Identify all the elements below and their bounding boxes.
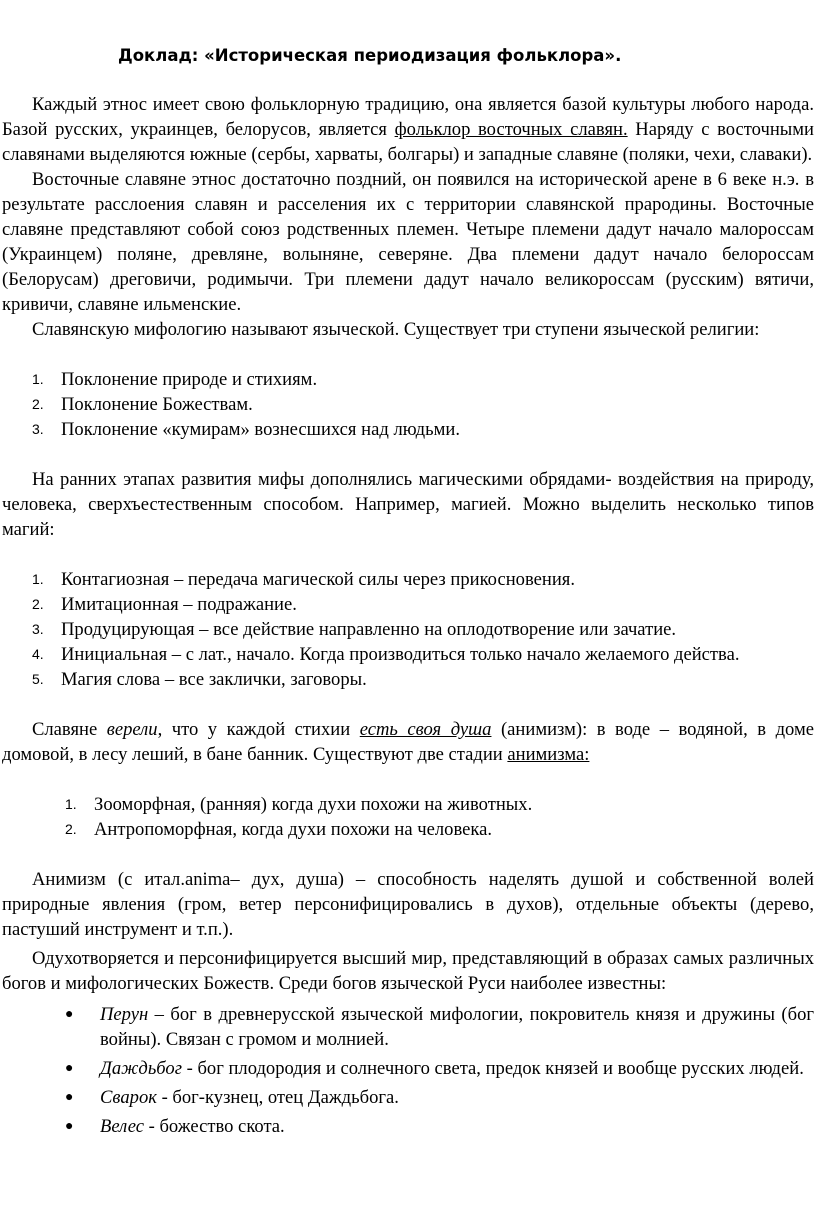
gods-list <box>0 1002 816 1139</box>
list-item: 4. Инициальная – с лат., начало. Когда производиться только начало желаемого действа. <box>32 644 740 665</box>
bullet-icon: ● <box>65 1090 74 1105</box>
paragraph-eastern-slavs: Восточные славяне этнос достаточно поздний, он появился на исторической арене в 6 веке н.э. в результате расслоения славян и расселения их с территории славянской прародины. Восточные славяне представляют собой союз родственных племен. Четыре племени дадут начало малороссам (Украинцем) поляне, древляне, волыняне, северяне. Два племени дадут начало белороссам (Белорусам) дреговичи, родимычи. Три племени дадут начало великороссам (русским) вятичи, кривичи, славяне ильменские. <box>2 169 814 315</box>
paragraph-gods: Одухотворяется и персонифицируется высший мир, представляющий в образах самых различных богов и мифологических Божеств. Среди богов языческой Руси наиболее известны: <box>2 948 814 994</box>
underlined-term: анимизма: <box>507 744 590 765</box>
list-item: 3. Поклонение «кумирам» вознесшихся над людьми. <box>32 419 460 440</box>
underlined-term: фольклор восточных славян. <box>394 119 628 140</box>
god-name: Велес <box>100 1116 144 1137</box>
animism-stages-list <box>0 792 816 842</box>
list-item: ● Перун – бог в древнерусской языческой мифологии, покровитель князя и дружины (бог войны). Связан с громом и молнией. <box>65 1004 814 1050</box>
intro-text-end: Наряду с восточными славянами выделяются южные (сербы, харваты, болгары) и западные славяне (поляки, чехи, славаки). <box>2 119 815 165</box>
god-name: Перун <box>100 1004 149 1025</box>
intro-text: Каждый этнос имеет свою фольклорную традицию, она является базой культуры любого народа. Базой русских, украинцев, белорусов, является <box>2 94 814 140</box>
list-item: ● Велес - божество скота. <box>65 1116 285 1137</box>
paragraph-mythology: Славянскую мифологию называют языческой. Существует три ступени языческой религии: <box>32 319 760 340</box>
paragraph-magic: На ранних этапах развития мифы дополнялись магическими обрядами- воздействия на природу, человека, сверхъестественным способом. Например, магией. Можно выделить несколько типов магий: <box>2 469 814 540</box>
bullet-icon: ● <box>65 1061 74 1076</box>
god-name: Сварок <box>100 1087 157 1108</box>
bullet-icon: ● <box>65 1119 74 1134</box>
list-item: 3. Продуцирующая – все действие направленно на оплодотворение или зачатие. <box>32 619 677 640</box>
list-item: 2. Поклонение Божествам. <box>32 394 253 415</box>
italic-word: верели <box>106 719 158 740</box>
paragraph-intro <box>2 92 814 167</box>
bullet-icon: ● <box>65 1007 74 1022</box>
list-item: 2. Антропоморфная, когда духи похожи на человека. <box>65 819 493 840</box>
italic-underlined-phrase: есть своя душа <box>359 719 492 740</box>
document-title: Доклад: «Историческая периодизация фольклора». <box>118 46 622 65</box>
list-item: ● Сварок - бог-кузнец, отец Даждьбога. <box>65 1087 399 1108</box>
magic-types-list <box>0 567 816 692</box>
god-name: Даждьбог <box>100 1058 182 1079</box>
paragraph-animism: Славяне верели, что у каждой стихии есть своя душа (анимизм): в воде – водяной, в доме домовой, в лесу леший, в бане банник. Существуют две стадии анимизма: <box>2 719 815 765</box>
paragraph-animism-definition: Анимизм (с итал.anima– дух, душа) – способность наделять душой и собственной волей природные явления (гром, ветер персонифицировались в духов), отдельные объекты (дерево, пастуший инструмент и т.п.). <box>2 869 814 940</box>
list-item: 1. Зооморфная, (ранняя) когда духи похожи на животных. <box>65 794 533 815</box>
list-item: 1. Поклонение природе и стихиям. <box>32 369 318 390</box>
list-item: 1. Контагиозная – передача магической силы через прикосновения. <box>32 569 575 590</box>
stages-list <box>0 367 816 442</box>
list-item: 2. Имитационная – подражание. <box>32 594 297 615</box>
list-item: 5. Магия слова – все заклички, заговоры. <box>32 669 367 690</box>
list-item: ● Даждьбог - бог плодородия и солнечного света, предок князей и вообще русских людей. <box>65 1058 804 1079</box>
